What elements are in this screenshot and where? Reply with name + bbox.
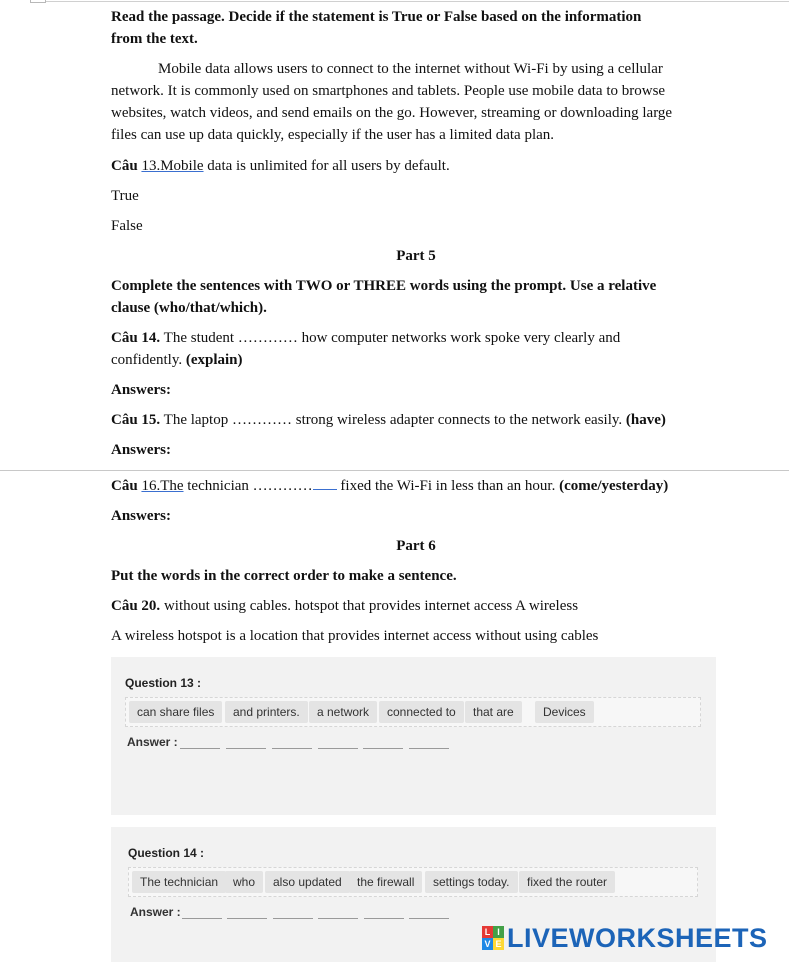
question-13-word-bank bbox=[125, 697, 701, 727]
answer-slot[interactable] bbox=[227, 918, 267, 919]
question-13-panel bbox=[111, 657, 716, 815]
question-13-link[interactable]: 13.Mobile bbox=[141, 158, 204, 174]
word-chip[interactable]: who bbox=[225, 871, 263, 893]
liveworksheets-logo bbox=[482, 922, 768, 954]
part-5-instructions-line-1: Complete the sentences with TWO or THREE words using the prompt. Use a relative bbox=[111, 278, 657, 294]
question-16-label: Câu bbox=[111, 478, 142, 494]
question-13-text: data is unlimited for all users by default. bbox=[203, 158, 450, 174]
logo-letter: I bbox=[493, 926, 504, 938]
word-chip[interactable]: also updated bbox=[265, 871, 350, 893]
answers-label-14: Answers: bbox=[111, 382, 171, 398]
option-true[interactable]: True bbox=[111, 188, 139, 204]
instructions-line-1: Read the passage. Decide if the statement is True or False based on the information bbox=[111, 9, 642, 25]
question-15-label: Câu 15. bbox=[111, 412, 161, 428]
passage-line-4: files can use up data quickly, especially if the user has a limited data plan. bbox=[111, 127, 555, 143]
part-6-instructions: Put the words in the correct order to make a sentence. bbox=[111, 568, 457, 584]
question-16-text-end: fixed the Wi-Fi in less than an hour. bbox=[336, 478, 560, 494]
option-false[interactable]: False bbox=[111, 218, 143, 234]
word-chip[interactable]: that are bbox=[465, 701, 522, 723]
word-chip[interactable]: settings today. bbox=[425, 871, 518, 893]
passage-line-3: websites, watch videos, and send emails on the go. However, streaming or downloading large bbox=[111, 105, 673, 121]
word-chip[interactable]: Devices bbox=[535, 701, 594, 723]
question-15-line bbox=[111, 409, 721, 431]
question-20-answer: A wireless hotspot is a location that provides internet access without using cables bbox=[111, 628, 599, 644]
answer-slot[interactable] bbox=[180, 748, 220, 749]
question-14-title: Question 14 : bbox=[128, 846, 205, 860]
answer-slot[interactable] bbox=[272, 748, 312, 749]
word-chip[interactable]: can share files bbox=[129, 701, 222, 723]
page-break-line bbox=[0, 470, 789, 471]
answer-slot[interactable] bbox=[409, 748, 449, 749]
answer-slot[interactable] bbox=[364, 918, 404, 919]
answer-slot[interactable] bbox=[363, 748, 403, 749]
page-corner-mark bbox=[30, 0, 46, 3]
question-14-word-bank bbox=[128, 867, 698, 897]
passage-line-2: network. It is commonly used on smartphones and tablets. People use mobile data to browse bbox=[111, 83, 666, 99]
question-14-label: Câu 14. bbox=[111, 330, 161, 346]
logo-letter: E bbox=[493, 938, 504, 950]
answers-label-16: Answers: bbox=[111, 508, 171, 524]
answer-slot[interactable] bbox=[318, 918, 358, 919]
answer-slot[interactable] bbox=[182, 918, 222, 919]
question-16-hint: (come/yesterday) bbox=[559, 478, 669, 494]
question-13-statement bbox=[111, 155, 721, 177]
question-14-line-1 bbox=[111, 327, 721, 349]
part-5-heading: Part 5 bbox=[396, 248, 436, 264]
logo-letter: L bbox=[482, 926, 493, 938]
word-chip[interactable]: a network bbox=[309, 701, 377, 723]
word-chip[interactable]: the firewall bbox=[349, 871, 422, 893]
question-16-link[interactable]: 16.The bbox=[141, 478, 184, 494]
word-chip[interactable]: The technician bbox=[132, 871, 226, 893]
answer-slot[interactable] bbox=[273, 918, 313, 919]
question-13-answer-label: Answer : bbox=[127, 735, 178, 749]
word-chip[interactable]: and printers. bbox=[225, 701, 308, 723]
part-5-instructions-line-2: clause (who/that/which). bbox=[111, 300, 267, 316]
page-top-border bbox=[46, 1, 789, 2]
liveworksheets-logo-icon bbox=[482, 926, 504, 950]
instructions-line-2: from the text. bbox=[111, 31, 198, 47]
part-6-heading: Part 6 bbox=[396, 538, 436, 554]
question-13-title: Question 13 : bbox=[125, 676, 202, 690]
word-chip[interactable]: connected to bbox=[379, 701, 464, 723]
question-20-text: without using cables. hotspot that provides internet access A wireless bbox=[160, 598, 579, 614]
question-14-line-2 bbox=[111, 349, 721, 371]
question-13-label: Câu bbox=[111, 158, 142, 174]
word-chip[interactable]: fixed the router bbox=[519, 871, 615, 893]
question-20-label: Câu 20. bbox=[111, 598, 161, 614]
answer-slot[interactable] bbox=[318, 748, 358, 749]
question-14-text-end: confidently. bbox=[111, 352, 186, 368]
answer-slot[interactable] bbox=[226, 748, 266, 749]
answer-slot[interactable] bbox=[409, 918, 449, 919]
liveworksheets-wordmark: LIVEWORKSHEETS bbox=[507, 922, 768, 953]
question-20-line bbox=[111, 595, 721, 617]
logo-letter: V bbox=[482, 938, 493, 950]
question-16-text: technician ………… bbox=[183, 478, 313, 494]
answers-label-15: Answers: bbox=[111, 442, 171, 458]
question-15-hint: (have) bbox=[625, 412, 666, 428]
question-14-hint: (explain) bbox=[185, 352, 243, 368]
question-14-text: The student ………… how computer networks work spoke very clearly and bbox=[160, 330, 621, 346]
question-16-blank-link[interactable] bbox=[313, 475, 337, 490]
question-15-text: The laptop ………… strong wireless adapter connects to the network easily. bbox=[160, 412, 626, 428]
question-16-line bbox=[111, 475, 721, 497]
question-14-answer-label: Answer : bbox=[130, 905, 181, 919]
passage-line-1: Mobile data allows users to connect to the internet without Wi-Fi by using a cellular bbox=[158, 61, 663, 77]
